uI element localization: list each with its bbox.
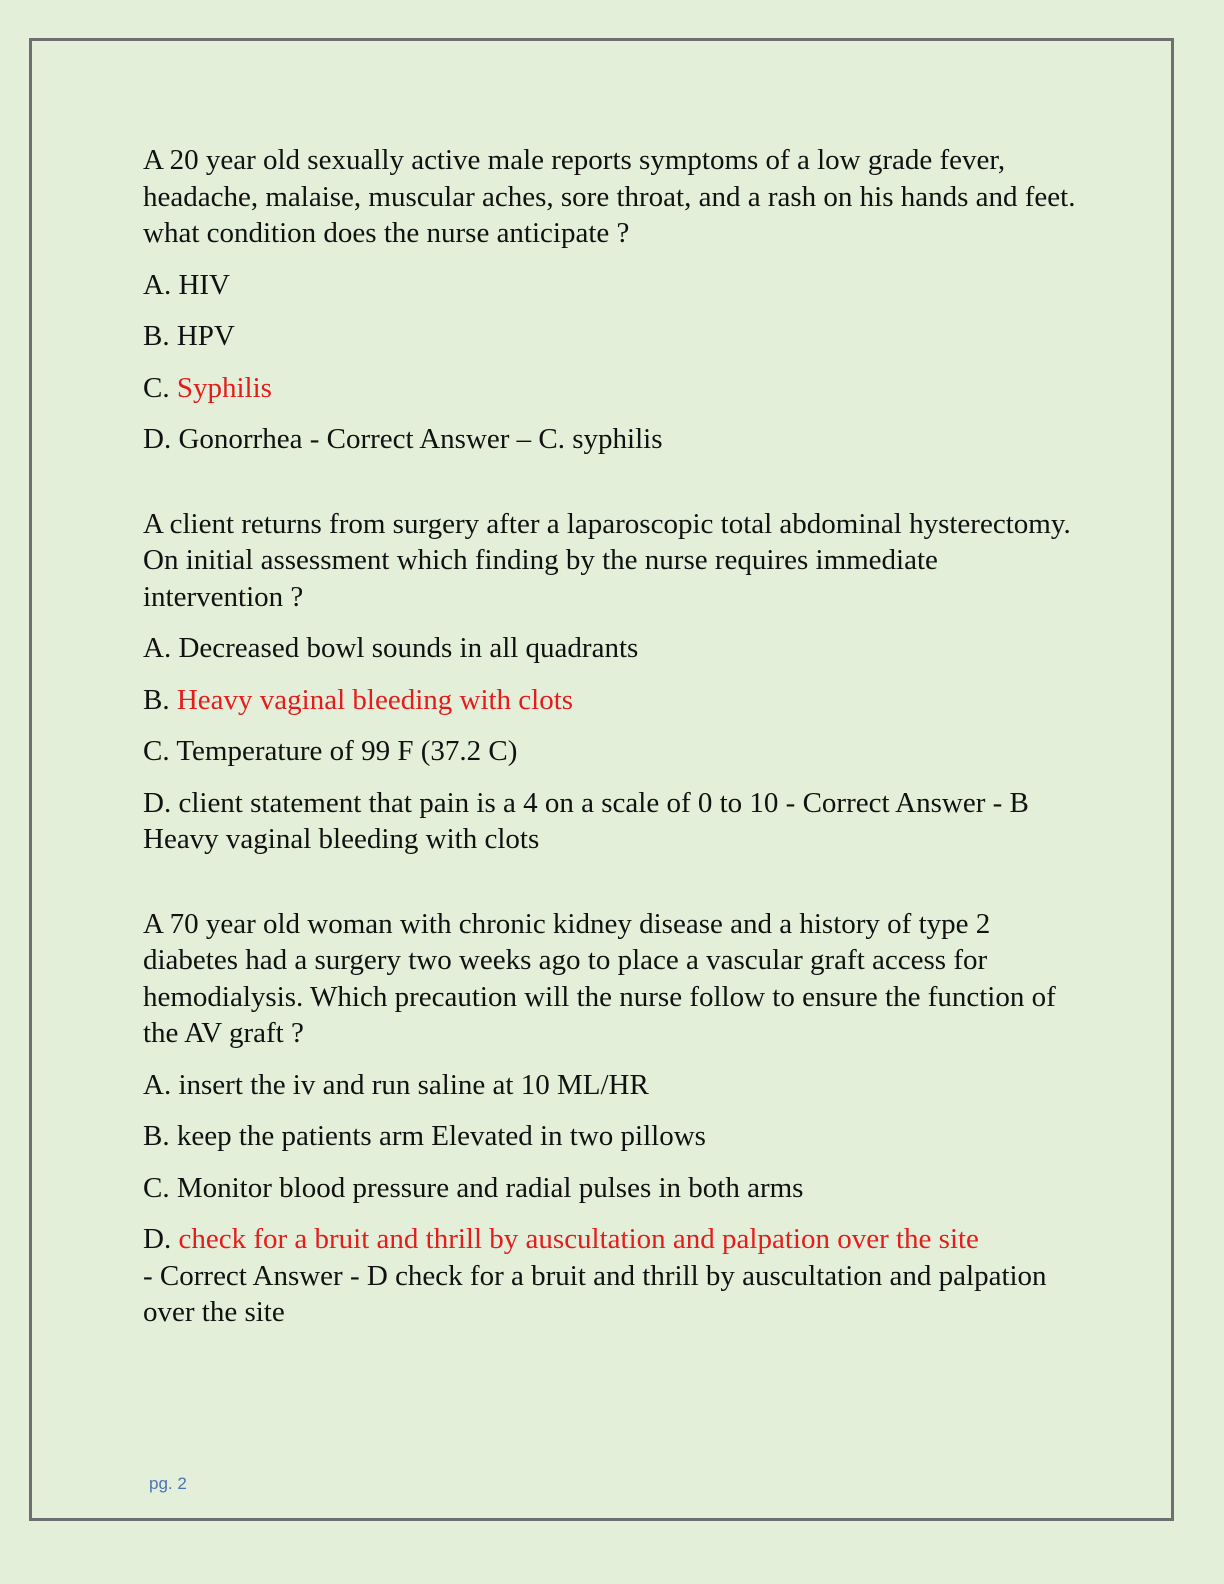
highlighted-answer: check for a bruit and thrill by auscultation and palpation over the site	[178, 1223, 979, 1255]
option-c: C. Monitor blood pressure and radial pulses in both arms	[143, 1171, 804, 1204]
option-d: D. client statement that pain is a 4 on a scale of 0 to 10 - Correct Answer - B Heavy vaginal bleeding with clots	[143, 786, 1029, 855]
option-b-correct: B. Heavy vaginal bleeding with clots	[143, 683, 574, 716]
option-a: A. HIV	[143, 268, 230, 301]
question-block-1	[143, 142, 1083, 458]
question-block-3	[143, 906, 1083, 1331]
option-a: A. Decreased bowl sounds in all quadrants	[143, 632, 639, 664]
option-d: D. Gonorrhea - Correct Answer – C. syphilis	[143, 423, 663, 455]
highlighted-answer: Heavy vaginal bleeding with clots	[176, 683, 574, 716]
document-body	[143, 142, 1083, 1331]
question-block-2	[143, 506, 1083, 858]
option-b: B. keep the patients arm Elevated in two pillows	[143, 1120, 706, 1152]
question-stem: A client returns from surgery after a laparoscopic total abdominal hysterectomy. On initial assessment which finding by the nurse requires immediate intervention ?	[143, 507, 1071, 613]
answer-explanation: - Correct Answer - D check for a bruit and thrill by auscultation and palpation over the site	[143, 1259, 1047, 1328]
option-c-correct: C. Syphilis	[143, 371, 272, 404]
highlighted-answer: Syphilis	[176, 371, 272, 404]
option-a: A. insert the iv and run saline at 10 ML/HR	[143, 1068, 649, 1101]
question-stem: A 20 year old sexually active male reports symptoms of a low grade fever, headache, malaise, muscular aches, sore throat, and a rash on his hands and feet. what condition does the nurse anticipate ?	[143, 144, 1076, 249]
option-d-correct: D. check for a bruit and thrill by auscultation and palpation over the site - Correct Answer - D check for a bruit and thrill by auscultation and palpation over the site	[143, 1223, 1047, 1328]
page-number: pg. 2	[149, 1474, 187, 1493]
option-c: C. Temperature of 99 F (37.2 C)	[143, 735, 518, 767]
question-stem: A 70 year old woman with chronic kidney disease and a history of type 2 diabetes had a surgery two weeks ago to place a vascular graft access for hemodialysis. Which precaution will the nurse follow to ensure the function of the AV graft ?	[143, 907, 1056, 1049]
option-b: B. HPV	[143, 320, 235, 352]
